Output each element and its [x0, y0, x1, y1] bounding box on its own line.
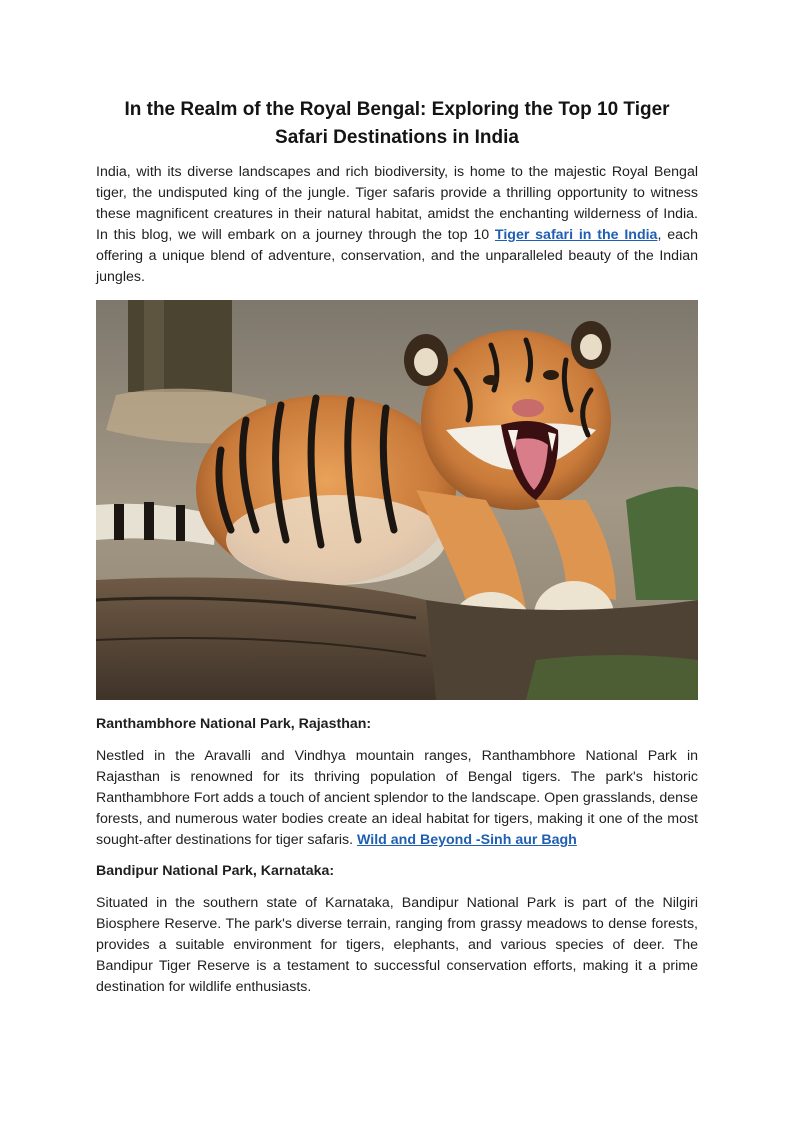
tiger-photo — [96, 300, 698, 700]
section-body-ranthambhore — [96, 746, 698, 851]
section-heading-bandipur: Bandipur National Park, Karnataka: — [96, 863, 335, 879]
intro-text-before: India, with its diverse landscapes and rich biodiversity, is home to the majestic Royal Bengal tiger, the undisputed king of the jungle. Tiger safaris provide a thrilling opportunity to witness these magnificent creatures in their natural habitat, amidst the enchanting wilderness of India. In this blog, we will embark on a journey through the top 10 — [96, 164, 698, 243]
intro-paragraph — [96, 162, 698, 288]
page-title: In the Realm of the Royal Bengal: Exploring the Top 10 Tiger Safari Destinations in India — [124, 99, 670, 148]
section-heading-ranthambhore: Ranthambhore National Park, Rajasthan: — [96, 716, 372, 732]
intro-text-after: , each offering a unique blend of adventure, conservation, and the unparalleled beauty of the Indian jungles. — [96, 227, 698, 285]
tiger-safari-link[interactable]: Tiger safari in the India — [494, 227, 658, 243]
wild-and-beyond-link[interactable]: Wild and Beyond -Sinh aur Bagh — [357, 832, 577, 848]
ranthambhore-text: Nestled in the Aravalli and Vindhya mountain ranges, Ranthambhore National Park in Rajasthan is renowned for its thriving population of Bengal tigers. The park's historic Ranthambhore Fort adds a touch of ancient splendor to the landscape. Open grasslands, dense forests, and numerous water bodies create an ideal habitat for tigers, making it one of the most sought-after destinations for tiger safaris. — [96, 748, 698, 848]
section-body-bandipur: Situated in the southern state of Karnataka, Bandipur National Park is part of the Nilgiri Biosphere Reserve. The park's diverse terrain, ranging from grassy meadows to dense forests, provides a suitable environment for tigers, elephants, and various species of deer. The Bandipur Tiger Reserve is a testament to successful conservation efforts, making it a prime destination for wildlife enthusiasts. — [96, 895, 698, 995]
